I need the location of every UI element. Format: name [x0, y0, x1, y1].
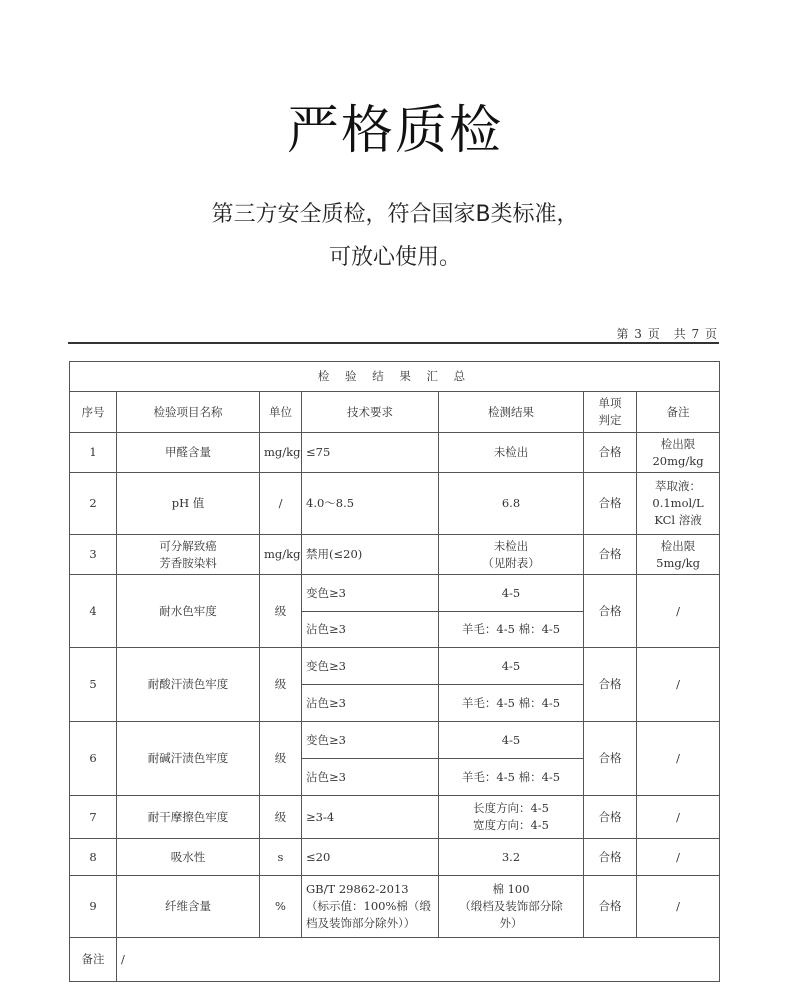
- results-table: [69, 361, 720, 982]
- cell-unit: %: [260, 876, 302, 938]
- table-row: [70, 839, 720, 876]
- cell-requirement: 沾色≥3: [302, 612, 439, 648]
- page-title: 严格质检: [286, 101, 503, 161]
- cell-result: 4-5: [439, 722, 584, 759]
- cell-item: 纤维含量: [117, 876, 260, 938]
- page-number: 第 3 页 共 7 页: [616, 327, 718, 341]
- cell-no: 7: [70, 796, 117, 839]
- table-row: [70, 535, 720, 575]
- cell-requirement: 禁用(≤20): [302, 535, 439, 575]
- cell-judgment: 合格: [584, 876, 637, 938]
- subtitle-line-2: 可放心使用。: [328, 245, 461, 270]
- header-requirement: 技术要求: [302, 392, 439, 433]
- cell-judgment: 合格: [584, 535, 637, 575]
- cell-item: 耐干摩擦色牢度: [117, 796, 260, 839]
- cell-requirement: 变色≥3: [302, 648, 439, 685]
- cell-result: 4-5: [439, 648, 584, 685]
- cell-judgment: 合格: [584, 433, 637, 473]
- cell-requirement: 变色≥3: [302, 722, 439, 759]
- table-header-row: [70, 392, 720, 433]
- cell-remark-line: KCl 溶液: [654, 513, 702, 527]
- table-row: [70, 433, 720, 473]
- cell-result: 3.2: [439, 839, 584, 876]
- cell-judgment: 合格: [584, 575, 637, 648]
- cell-item: 甲醛含量: [117, 433, 260, 473]
- cell-judgment: 合格: [584, 796, 637, 839]
- remark-value: /: [117, 938, 720, 982]
- cell-no: 1: [70, 433, 117, 473]
- subtitle-line-1: 第三方安全质检，符合国家B类标准，: [211, 202, 579, 227]
- cell-no: 9: [70, 876, 117, 938]
- cell-result-line: 外）: [499, 916, 523, 930]
- cell-remark: /: [637, 796, 720, 839]
- cell-remark-line: 20mg/kg: [652, 453, 704, 468]
- table-row: [70, 876, 720, 938]
- table-title: 检 验 结 果 汇 总: [70, 362, 720, 392]
- header-no: 序号: [70, 392, 117, 433]
- cell-remark: [637, 433, 720, 473]
- cell-result: 羊毛：4-5 棉：4-5: [439, 685, 584, 722]
- cell-requirement: [302, 876, 439, 938]
- cell-unit: /: [260, 473, 302, 535]
- cell-item: pH 值: [117, 473, 260, 535]
- table-row: [70, 796, 720, 839]
- cell-item: 吸水性: [117, 839, 260, 876]
- cell-no: 6: [70, 722, 117, 796]
- cell-remark-line: 萃取液：: [655, 479, 702, 493]
- cell-result-line: 宽度方向：4-5: [472, 818, 550, 832]
- cell-requirement: ≥3-4: [302, 796, 439, 839]
- header-judgment: [584, 392, 637, 433]
- cell-result-line: 长度方向：4-5: [472, 801, 550, 815]
- cell-unit: 级: [260, 722, 302, 796]
- table-row: [70, 648, 720, 685]
- cell-result: [439, 876, 584, 938]
- header-item: 检验项目名称: [117, 392, 260, 433]
- cell-requirement: ≤20: [302, 839, 439, 876]
- cell-item: 耐酸汗渍色牢度: [117, 648, 260, 722]
- cell-no: 2: [70, 473, 117, 535]
- cell-unit: 级: [260, 575, 302, 648]
- cell-remark-line: 0.1mol/L: [652, 496, 704, 510]
- cell-result-line: 棉 100: [492, 882, 530, 896]
- cell-judgment: 合格: [584, 648, 637, 722]
- table-caption-row: [70, 362, 720, 392]
- cell-unit: 级: [260, 648, 302, 722]
- cell-remark: [637, 473, 720, 535]
- header-remark: 备注: [637, 392, 720, 433]
- cell-unit: s: [260, 839, 302, 876]
- cell-requirement-line: 档及装饰部分除外））: [306, 916, 416, 930]
- cell-remark-line: 检出限: [660, 436, 696, 451]
- cell-unit: mg/kg: [260, 535, 302, 575]
- cell-remark-line: 5mg/kg: [656, 555, 700, 570]
- cell-result: 未检出: [439, 433, 584, 473]
- cell-item: 耐水色牢度: [117, 575, 260, 648]
- cell-no: 5: [70, 648, 117, 722]
- cell-requirement: 沾色≥3: [302, 759, 439, 796]
- table-row: [70, 473, 720, 535]
- cell-result: [439, 796, 584, 839]
- cell-result: 6.8: [439, 473, 584, 535]
- header-judgment-line: 判定: [598, 413, 622, 427]
- cell-result: 羊毛：4-5 棉：4-5: [439, 759, 584, 796]
- cell-judgment: 合格: [584, 722, 637, 796]
- cell-remark: [637, 535, 720, 575]
- cell-result-line: （见附表）: [482, 555, 540, 570]
- cell-requirement: 沾色≥3: [302, 685, 439, 722]
- cell-remark: /: [637, 876, 720, 938]
- remark-label: 备注: [70, 938, 117, 982]
- cell-no: 4: [70, 575, 117, 648]
- cell-item-line: 可分解致癌: [159, 538, 217, 553]
- header-rule: [68, 342, 719, 344]
- cell-no: 8: [70, 839, 117, 876]
- table-row: [70, 722, 720, 759]
- cell-unit: 级: [260, 796, 302, 839]
- cell-requirement: ≤75: [302, 433, 439, 473]
- cell-result: [439, 535, 584, 575]
- cell-result: 羊毛：4-5 棉：4-5: [439, 612, 584, 648]
- cell-requirement-line: （标示值：100%棉（缎: [306, 899, 431, 913]
- table-row: [70, 575, 720, 612]
- cell-remark-line: 检出限: [660, 538, 696, 553]
- cell-requirement: 4.0～8.5: [302, 473, 439, 535]
- cell-result: 4-5: [439, 575, 584, 612]
- cell-no: 3: [70, 535, 117, 575]
- cell-remark: /: [637, 648, 720, 722]
- header-judgment-line: 单项: [598, 396, 622, 410]
- cell-unit: mg/kg: [260, 433, 302, 473]
- cell-judgment: 合格: [584, 839, 637, 876]
- header-result: 检测结果: [439, 392, 584, 433]
- cell-item-line: 芳香胺染料: [159, 555, 217, 570]
- header-unit: 单位: [260, 392, 302, 433]
- cell-requirement-line: GB/T 29862-2013: [306, 882, 409, 896]
- cell-result-line: 未检出: [493, 538, 529, 553]
- remark-row: [70, 938, 720, 982]
- cell-remark: /: [637, 722, 720, 796]
- cell-remark: /: [637, 839, 720, 876]
- cell-result-line: （缎档及装饰部分除: [459, 899, 563, 913]
- cell-item: [117, 535, 260, 575]
- cell-remark: /: [637, 575, 720, 648]
- cell-requirement: 变色≥3: [302, 575, 439, 612]
- cell-judgment: 合格: [584, 473, 637, 535]
- cell-item: 耐碱汗渍色牢度: [117, 722, 260, 796]
